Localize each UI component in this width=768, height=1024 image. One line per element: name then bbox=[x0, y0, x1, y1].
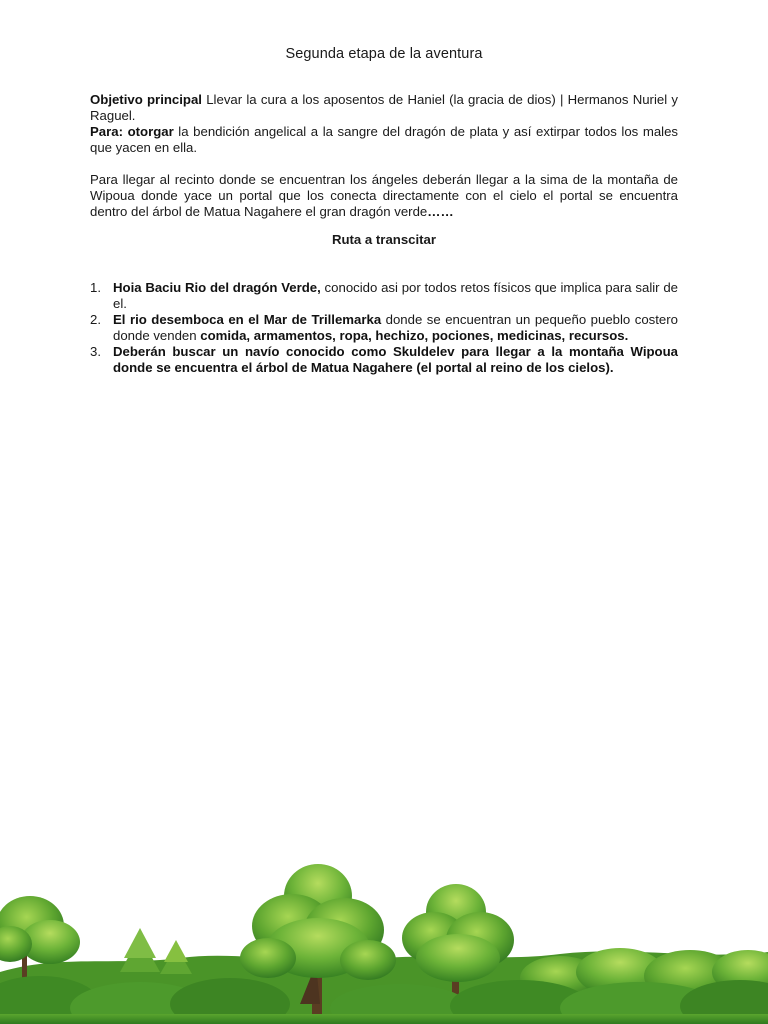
route-item-lead: Deberán buscar un navío conocido como Skuldelev para llegar a la montaña Wipoua donde se encuentra el árbol de Matua Nagahere (el portal al reino de los cielos). bbox=[113, 344, 678, 375]
page-title: Segunda etapa de la aventura bbox=[285, 46, 483, 62]
route-heading: Ruta a transcitar bbox=[331, 232, 437, 247]
intro-paragraph bbox=[90, 172, 678, 220]
route-item-1 bbox=[90, 280, 678, 312]
route-item-tail: comida, armamentos, ropa, hechizo, pociones, medicinas, recursos. bbox=[200, 328, 629, 343]
route-item-number: 3. bbox=[90, 344, 101, 359]
route-item-2 bbox=[90, 312, 678, 344]
route-item-lead: Hoia Baciu Rio del dragón Verde, bbox=[113, 280, 321, 295]
route-item-lead: El rio desemboca en el Mar de Trillemarka bbox=[113, 312, 382, 327]
forest-illustration bbox=[0, 854, 768, 1024]
document-body bbox=[90, 92, 678, 376]
purpose-label: Para: otorgar bbox=[90, 124, 174, 139]
objective-text: Llevar la cura a los aposentos de Haniel (la gracia de dios) | Hermanos Nuriel y Raguel. bbox=[90, 92, 678, 123]
intro-text: Para llegar al recinto donde se encuentran los ángeles deberán llegar a la sima de la montaña de Wipoua donde yace un portal que los conecta directamente con el cielo el portal se encuentra dentro del árbol de Matua Nagahere el gran dragón verde bbox=[90, 172, 678, 219]
paragraph-spacer bbox=[90, 156, 678, 172]
route-item-number: 1. bbox=[90, 280, 101, 295]
purpose-text: la bendición angelical a la sangre del dragón de plata y así extirpar todos los males que yacen en ella. bbox=[90, 124, 679, 155]
small-conifers bbox=[120, 928, 192, 974]
route-item-number: 2. bbox=[90, 312, 101, 327]
purpose-paragraph bbox=[90, 124, 678, 156]
route-list bbox=[90, 280, 678, 376]
intro-ellipsis: …… bbox=[427, 204, 454, 219]
route-item-3 bbox=[90, 344, 678, 376]
route-item-text: donde se encuentran un pequeño pueblo costero donde venden bbox=[113, 312, 678, 343]
objective-label: Objetivo principal bbox=[90, 92, 202, 107]
objective-paragraph bbox=[90, 92, 678, 124]
route-item-text: conocido asi por todos retos físicos que implica para salir de el. bbox=[113, 280, 678, 311]
